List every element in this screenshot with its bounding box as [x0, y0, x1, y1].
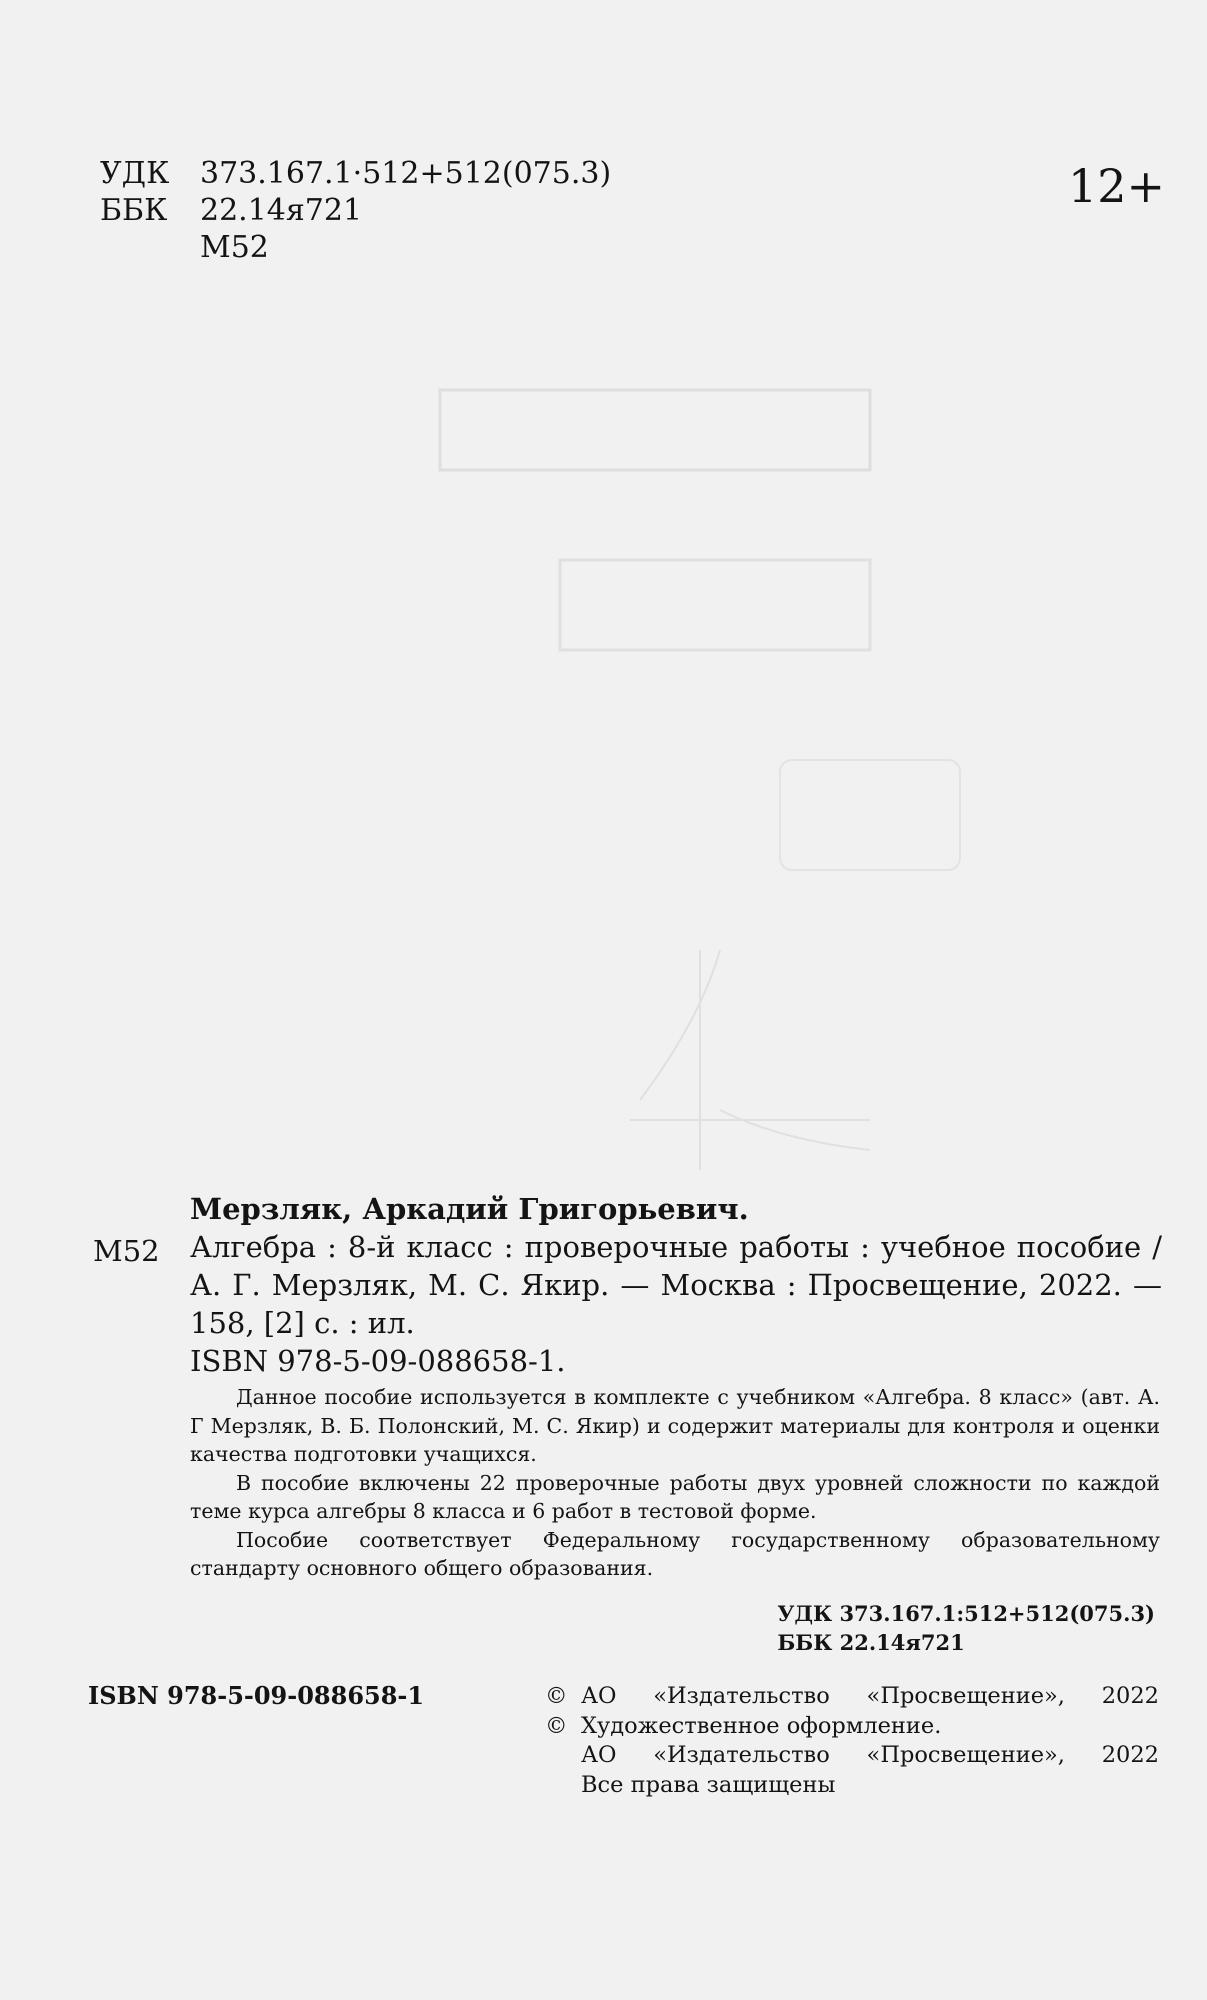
- udk-row: [100, 155, 611, 192]
- udk-value: 373.167.1·512+512(075.3): [200, 156, 612, 191]
- annotation-paragraph: Пособие соответствует Федеральному государственному образовательному стандарту основного общего образования.: [190, 1527, 1160, 1580]
- author-mark: М52: [93, 1234, 160, 1268]
- classification-udk: УДК 373.167.1:512+512(075.3): [777, 1601, 1155, 1626]
- annotation: [190, 1383, 1160, 1583]
- copyright-text: Художественное оформление.: [581, 1712, 942, 1739]
- copyright-line: [545, 1712, 1159, 1742]
- isbn-bottom: ISBN 978-5-09-088658-1: [88, 1681, 425, 1710]
- bbk-row: [100, 192, 611, 229]
- author-mark-header: М52: [200, 230, 269, 265]
- author-mark-row: [100, 229, 611, 266]
- classification-block: [777, 1600, 1155, 1657]
- copyright-line: [545, 1771, 1159, 1801]
- annotation-paragraph: В пособие включены 22 проверочные работы двух уровней сложности по каждой теме курса алгебры 8 класса и 6 работ в тестовой форме.: [190, 1470, 1160, 1523]
- annotation-paragraph: Данное пособие используется в комплекте с учебником «Алгебра. 8 класс» (авт. А. Г Мерзляк, В. Б. Полонский, М. С. Якир) и содержит материалы для контроля и оценки качества подготовки учащихся.: [190, 1385, 1160, 1466]
- classification-bbk: ББК 22.14я721: [777, 1629, 965, 1655]
- bbk-label: ББК: [100, 193, 168, 228]
- copyright-line: [545, 1741, 1159, 1771]
- rights-reserved: Все права защищены: [581, 1771, 836, 1798]
- udk-label: УДК: [100, 156, 170, 191]
- entry-author: Мерзляк, Аркадий Григорьевич.: [190, 1192, 749, 1226]
- copyright-text: АО «Издательство «Просвещение», 2022: [581, 1683, 1159, 1709]
- copyright-symbol: ©: [545, 1683, 568, 1709]
- age-rating: 12+: [1068, 159, 1166, 213]
- entry-isbn: ISBN 978-5-09-088658-1.: [190, 1344, 566, 1378]
- bbk-value: 22.14я721: [200, 193, 363, 228]
- copyright-block: [545, 1682, 1159, 1800]
- copyright-line: [545, 1682, 1159, 1712]
- catalog-header: [100, 155, 611, 266]
- entry-description: Алгебра : 8-й класс : проверочные работы : учебное пособие / А. Г. Мерзляк, М. С. Якир. — Москва : Просвещение, 2022. — 158, [2] с. : ил.: [190, 1230, 1162, 1340]
- copyright-text: АО «Издательство «Просвещение», 2022: [581, 1742, 1159, 1768]
- copyright-symbol: ©: [545, 1712, 568, 1739]
- bibliographic-entry: [190, 1190, 1162, 1380]
